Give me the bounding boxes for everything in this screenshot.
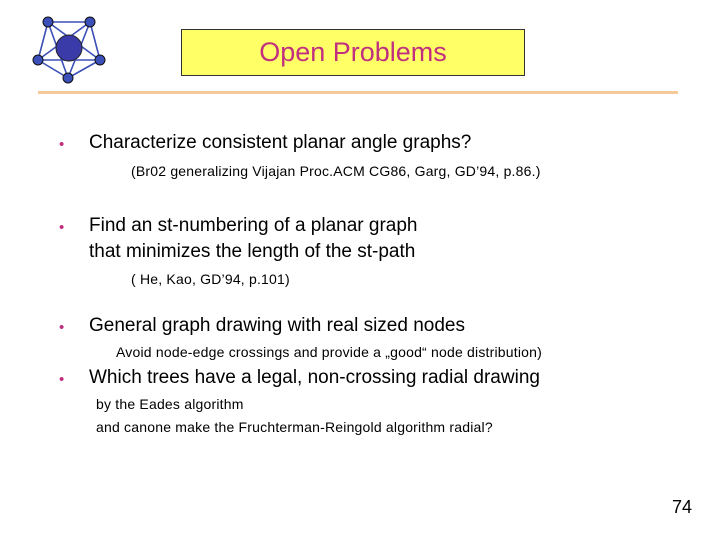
bullet-3-sub: Avoid node-edge crossings and provide a „good“ node distribution) [116,344,543,360]
bullet-3-text: General graph drawing with real sized nodes [89,315,465,336]
bullet-4-sub-line-2: and canone make the Fruchterman-Reingold algorithm radial? [96,419,493,435]
bullet-marker: • [59,371,65,388]
title-box [181,29,525,76]
bullet-marker: • [59,219,65,236]
graph-network-logo-icon [30,12,110,88]
bullet-2-sub: ( He, Kao, GD’94, p.101) [131,271,290,287]
bullet-2-text-line-2: that minimizes the length of the st-path [89,241,416,262]
bullet-marker: • [59,136,65,153]
page-number: 74 [671,497,692,517]
bullet-2-text-line-1: Find an st-numbering of a planar graph [89,215,418,236]
bullet-1-text: Characterize consistent planar angle graphs? [89,132,472,153]
page-title: Open Problems [259,37,447,67]
bullet-4-sub-line-1: by the Eades algorithm [96,396,244,412]
bullet-4-text: Which trees have a legal, non-crossing radial drawing [89,367,540,388]
title-divider [38,91,678,94]
bullet-1-sub: (Br02 generalizing Vijajan Proc.ACM CG86, Garg, GD’94, p.86.) [131,163,541,179]
bullet-marker: • [59,319,65,336]
